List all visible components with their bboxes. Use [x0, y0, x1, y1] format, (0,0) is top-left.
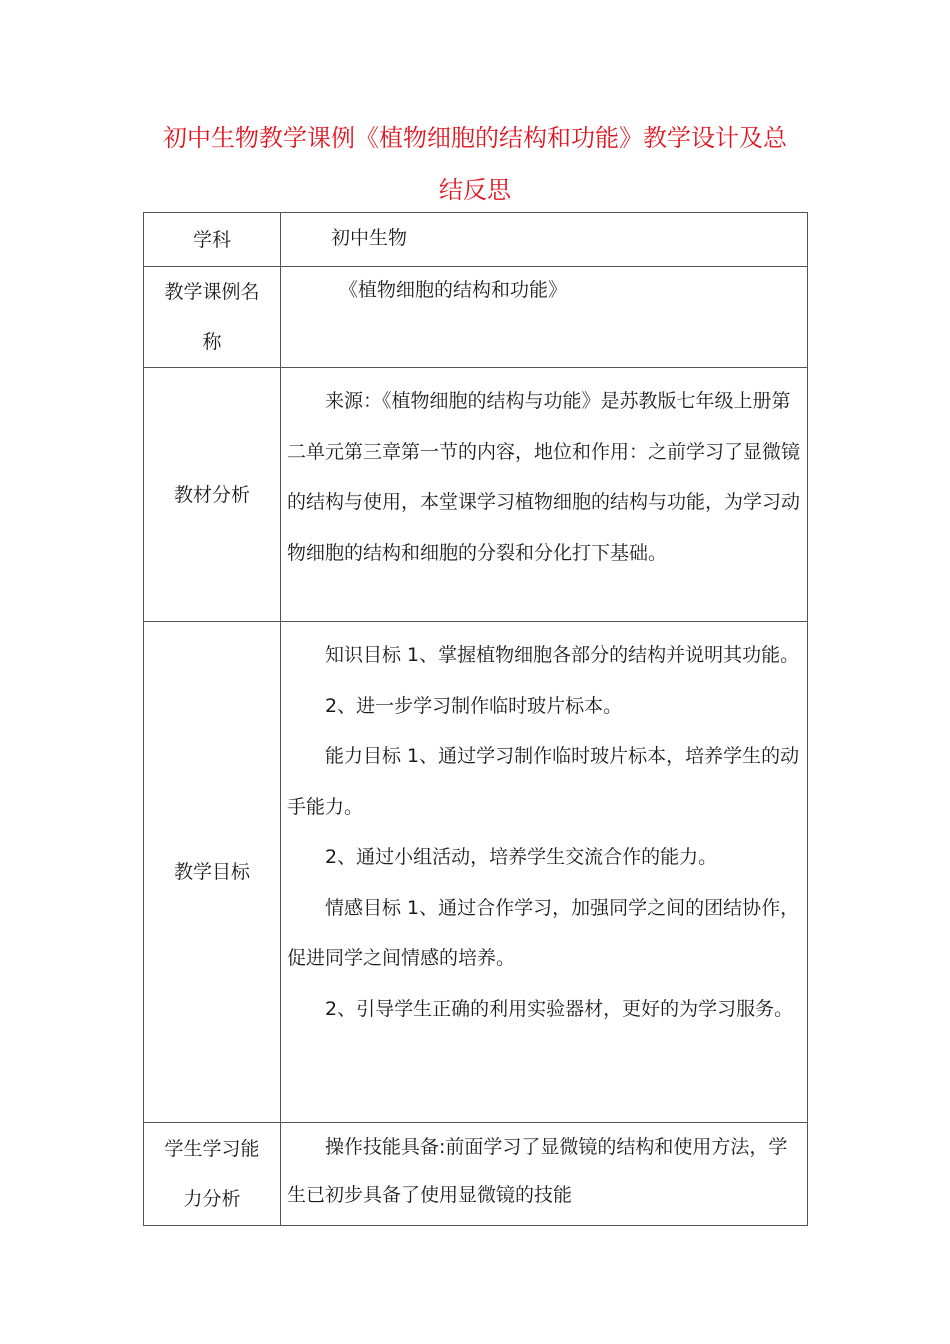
- label-cell: [144, 267, 281, 368]
- value-cell: [281, 1123, 808, 1226]
- label-cell: [144, 1123, 281, 1226]
- row-label-line-1: 学生学习能: [164, 1138, 260, 1160]
- goal-paragraph: 2、进一步学习制作临时玻片标本。: [325, 694, 623, 717]
- row-value: 操作技能具备:前面学习了显微镜的结构和使用方法，学生已初步具备了使用显微镜的技能: [287, 1136, 788, 1206]
- row-label-line-1: 教学课例名: [164, 281, 260, 303]
- table-row-material-analysis: [144, 368, 808, 622]
- lesson-table: [143, 212, 808, 1226]
- table-row-lesson-name: [144, 267, 808, 368]
- row-label-line-2: 称: [202, 331, 222, 353]
- goal-paragraph: 情感目标 1、通过合作学习，加强同学之间的团结协作，促进同学之间情感的培养。: [287, 896, 800, 969]
- row-value: 来源：《植物细胞的结构与功能》是苏教版七年级上册第二单元第三章第一节的内容，地位和作用：之前学习了显微镜的结构与使用，本堂课学习植物细胞的结构与功能，为学习动物细胞的结构和细胞的分裂和分化打下基础。: [287, 390, 801, 564]
- label-cell: [144, 368, 281, 622]
- value-cell: [281, 213, 808, 267]
- goal-paragraph: 知识目标 1、掌握植物细胞各部分的结构并说明其功能。: [325, 644, 800, 666]
- row-value: 《植物细胞的结构和功能》: [339, 279, 568, 301]
- row-label: 教学目标: [173, 861, 250, 883]
- row-label: 教材分析: [173, 483, 250, 506]
- table-row-subject: [144, 213, 808, 267]
- document-title: [100, 112, 850, 216]
- table-row-student-ability: [144, 1123, 808, 1226]
- row-label: 学科: [192, 228, 231, 251]
- value-cell: [281, 267, 808, 368]
- table-row-teaching-goals: [144, 622, 808, 1123]
- title-line-2: 结反思: [439, 176, 511, 204]
- goal-paragraph: 能力目标 1、通过学习制作临时玻片标本，培养学生的动手能力。: [287, 745, 800, 818]
- goal-paragraph: 2、通过小组活动，培养学生交流合作的能力。: [325, 846, 718, 868]
- row-value: 初中生物: [331, 227, 408, 249]
- label-cell: [144, 622, 281, 1123]
- goal-paragraph: 2、引导学生正确的利用实验器材，更好的为学习服务。: [325, 997, 794, 1020]
- value-cell: [281, 368, 808, 622]
- title-line-1: 初中生物教学课例《植物细胞的结构和功能》教学设计及总: [163, 124, 787, 152]
- row-label-line-2: 力分析: [183, 1188, 241, 1210]
- label-cell: [144, 213, 281, 267]
- value-cell: [281, 622, 808, 1123]
